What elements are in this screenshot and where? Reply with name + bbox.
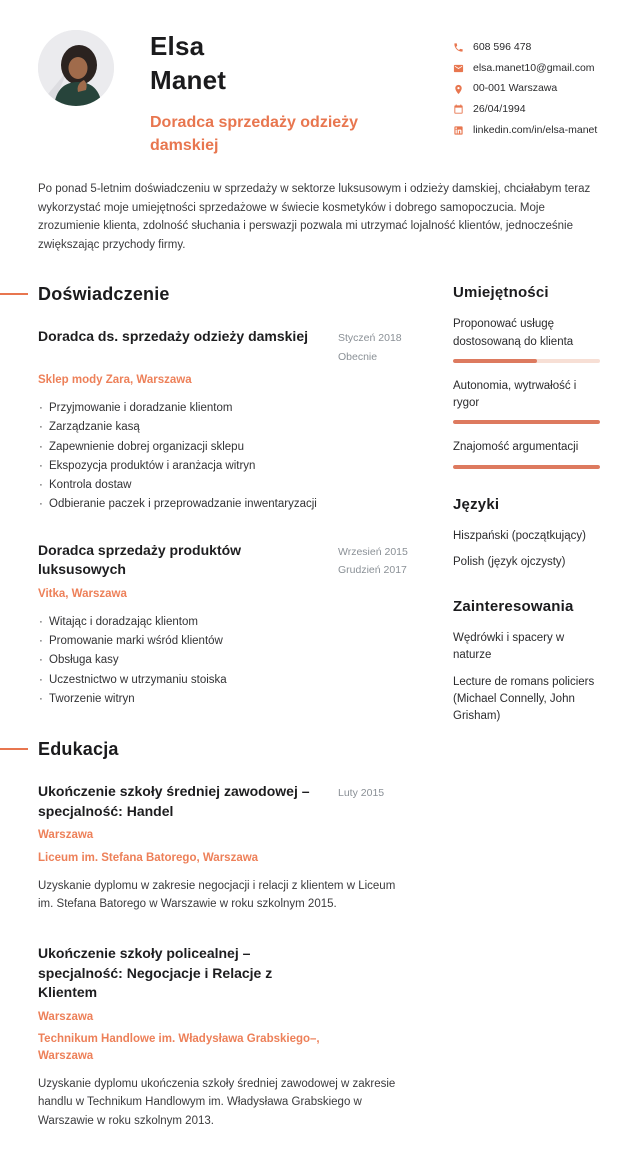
contact-phone-value: 608 596 478	[473, 41, 532, 53]
main-column	[38, 284, 433, 1156]
job-company: Vitka, Warszawa	[38, 587, 127, 600]
job-duty: · Tworzenie witryn	[38, 690, 433, 709]
contact-address	[453, 82, 618, 96]
contact-email	[453, 62, 618, 76]
profile-summary: Po ponad 5-letnim doświadczeniu w sprzedaży w sektorze luksusowym i odzieży damskiej, chciałabym teraz wykorzystać moje umiejętności sprzedażowe w świecie kosmetyków i dobrego samopoczucia. Moje zrozumienie klienta, zdolność słuchania i perswazji pozwala mi utrzymać lojalność klientów, jednocześnie zwiększając przychody firmy.	[38, 182, 591, 251]
education-location: Warszawa	[38, 829, 94, 842]
contact-phone	[453, 41, 618, 55]
location-icon	[453, 84, 464, 95]
body-columns	[38, 284, 600, 1156]
interests-section-title: Zainteresowania	[453, 598, 574, 616]
education-school: Liceum im. Stefana Batorego, Warszawa	[38, 852, 259, 865]
languages-section	[453, 496, 600, 572]
language-item: Polish (język ojczysty)	[453, 555, 566, 568]
education-school: Technikum Handlowe im. Władysława Grabskiego–, Warszawa	[38, 1033, 320, 1063]
job-duty: · Uczestnictwo w utrzymaniu stoiska	[38, 671, 433, 690]
job-role: Doradca sprzedaży produktów luksusowych	[38, 541, 242, 578]
job-company: Sklep mody Zara, Warszawa	[38, 374, 192, 387]
job-duty: · Przyjmowanie i doradzanie klientom	[38, 399, 433, 418]
job-duty: · Kontrola dostaw	[38, 476, 433, 495]
job-role: Doradca ds. sprzedaży odzieży damskiej	[38, 328, 308, 345]
education-degree: Ukończenie szkoły średniej zawodowej – specjalność: Handel	[38, 783, 310, 819]
skill-level-fill	[453, 359, 537, 363]
skill-item	[453, 316, 600, 363]
interest-item: Lecture de romans policiers (Michael Connelly, John Grisham)	[453, 675, 595, 723]
email-icon	[453, 63, 464, 74]
job-dates	[338, 327, 433, 366]
education-description: Uzyskanie dyplomu ukończenia szkoły średniej zawodowej w zakresie handlu w Technikum Handlowym im. Władysława Grabskiego w Warszawie w roku szkolnym 2013.	[38, 1077, 396, 1128]
birthdate-icon	[453, 104, 464, 115]
skill-label: Znajomość argumentacji	[453, 441, 579, 454]
job-duty: · Ekspozycja produktów i aranżacja witryn	[38, 457, 433, 476]
skills-section-title: Umiejętności	[453, 284, 549, 302]
education-date: Luty 2015	[338, 787, 385, 800]
profile-photo-illustration	[38, 30, 114, 106]
job-date-end: Obecnie	[338, 350, 378, 363]
job-duty: · Witając i doradzając klientom	[38, 613, 433, 632]
job-duty: · Zapewnienie dobrej organizacji sklepu	[38, 438, 433, 457]
section-accent-dash	[0, 748, 28, 750]
candidate-last-name: Manet	[150, 64, 227, 95]
education-section-title: Edukacja	[38, 739, 433, 760]
experience-section-title: Doświadczenie	[38, 284, 433, 305]
skill-level-bar	[453, 465, 600, 469]
contact-linkedin	[453, 124, 618, 138]
name-block	[150, 30, 425, 157]
language-item: Hiszpański (początkujący)	[453, 529, 586, 542]
job-dates	[338, 541, 433, 580]
experience-entry	[38, 541, 433, 709]
job-duty: · Odbieranie paczek i przeprowadzanie inwentaryzacji	[38, 495, 433, 514]
job-duty: · Obsługa kasy	[38, 651, 433, 670]
job-duty: · Promowanie marki wśród klientów	[38, 632, 433, 651]
job-duties-list	[38, 399, 433, 515]
experience-entry	[38, 327, 433, 514]
contact-address-value: 00-001 Warszawa	[473, 82, 558, 95]
skill-label: Proponować usługę dostosowaną do klienta	[453, 318, 574, 348]
candidate-name	[150, 30, 425, 98]
contact-linkedin-value[interactable]: linkedin.com/in/elsa-manet	[473, 123, 598, 136]
job-date-start: Styczeń 2018	[338, 332, 402, 345]
education-degree: Ukończenie szkoły policealnej – specjalność: Negocjacje i Relacje z Klientem	[38, 944, 273, 1001]
languages-section-title: Języki	[453, 495, 500, 513]
education-entry	[38, 782, 433, 914]
contact-birthdate	[453, 103, 618, 117]
skill-level-fill	[453, 465, 600, 469]
education-entry	[38, 944, 433, 1131]
skill-label: Autonomia, wytrwałość i rygor	[453, 379, 577, 410]
job-duty: · Zarządzanie kasą	[38, 418, 433, 437]
job-date-start: Wrzesień 2015	[338, 545, 408, 558]
phone-icon	[453, 42, 464, 53]
contact-email-value[interactable]: elsa.manet10@gmail.com	[473, 61, 595, 74]
interest-item: Wędrówki i spacery w naturze	[453, 632, 565, 662]
interests-section	[453, 598, 600, 725]
candidate-first-name: Elsa	[150, 31, 205, 61]
candidate-job-title: Doradca sprzedaży odzieży damskiej	[150, 113, 359, 154]
contact-birthdate-value: 26/04/1994	[473, 102, 526, 115]
education-location: Warszawa	[38, 1010, 94, 1023]
skill-item	[453, 378, 600, 425]
skill-level-bar	[453, 420, 600, 424]
linkedin-icon	[453, 125, 464, 136]
education-date	[338, 944, 433, 946]
skill-level-fill	[453, 420, 600, 424]
section-accent-dash	[0, 293, 28, 295]
job-duties-list	[38, 613, 433, 710]
skill-level-bar	[453, 359, 600, 363]
resume-header	[38, 30, 600, 157]
job-date-end: Grudzień 2017	[338, 564, 407, 577]
profile-photo	[38, 30, 114, 106]
skill-item	[453, 439, 600, 468]
education-description: Uzyskanie dyplomu w zakresie negocjacji i relacji z klientem w Liceum im. Stefana Batorego w Warszawie w roku szkolnym 2015.	[38, 879, 396, 911]
contact-list	[453, 41, 618, 144]
sidebar	[453, 284, 600, 1156]
